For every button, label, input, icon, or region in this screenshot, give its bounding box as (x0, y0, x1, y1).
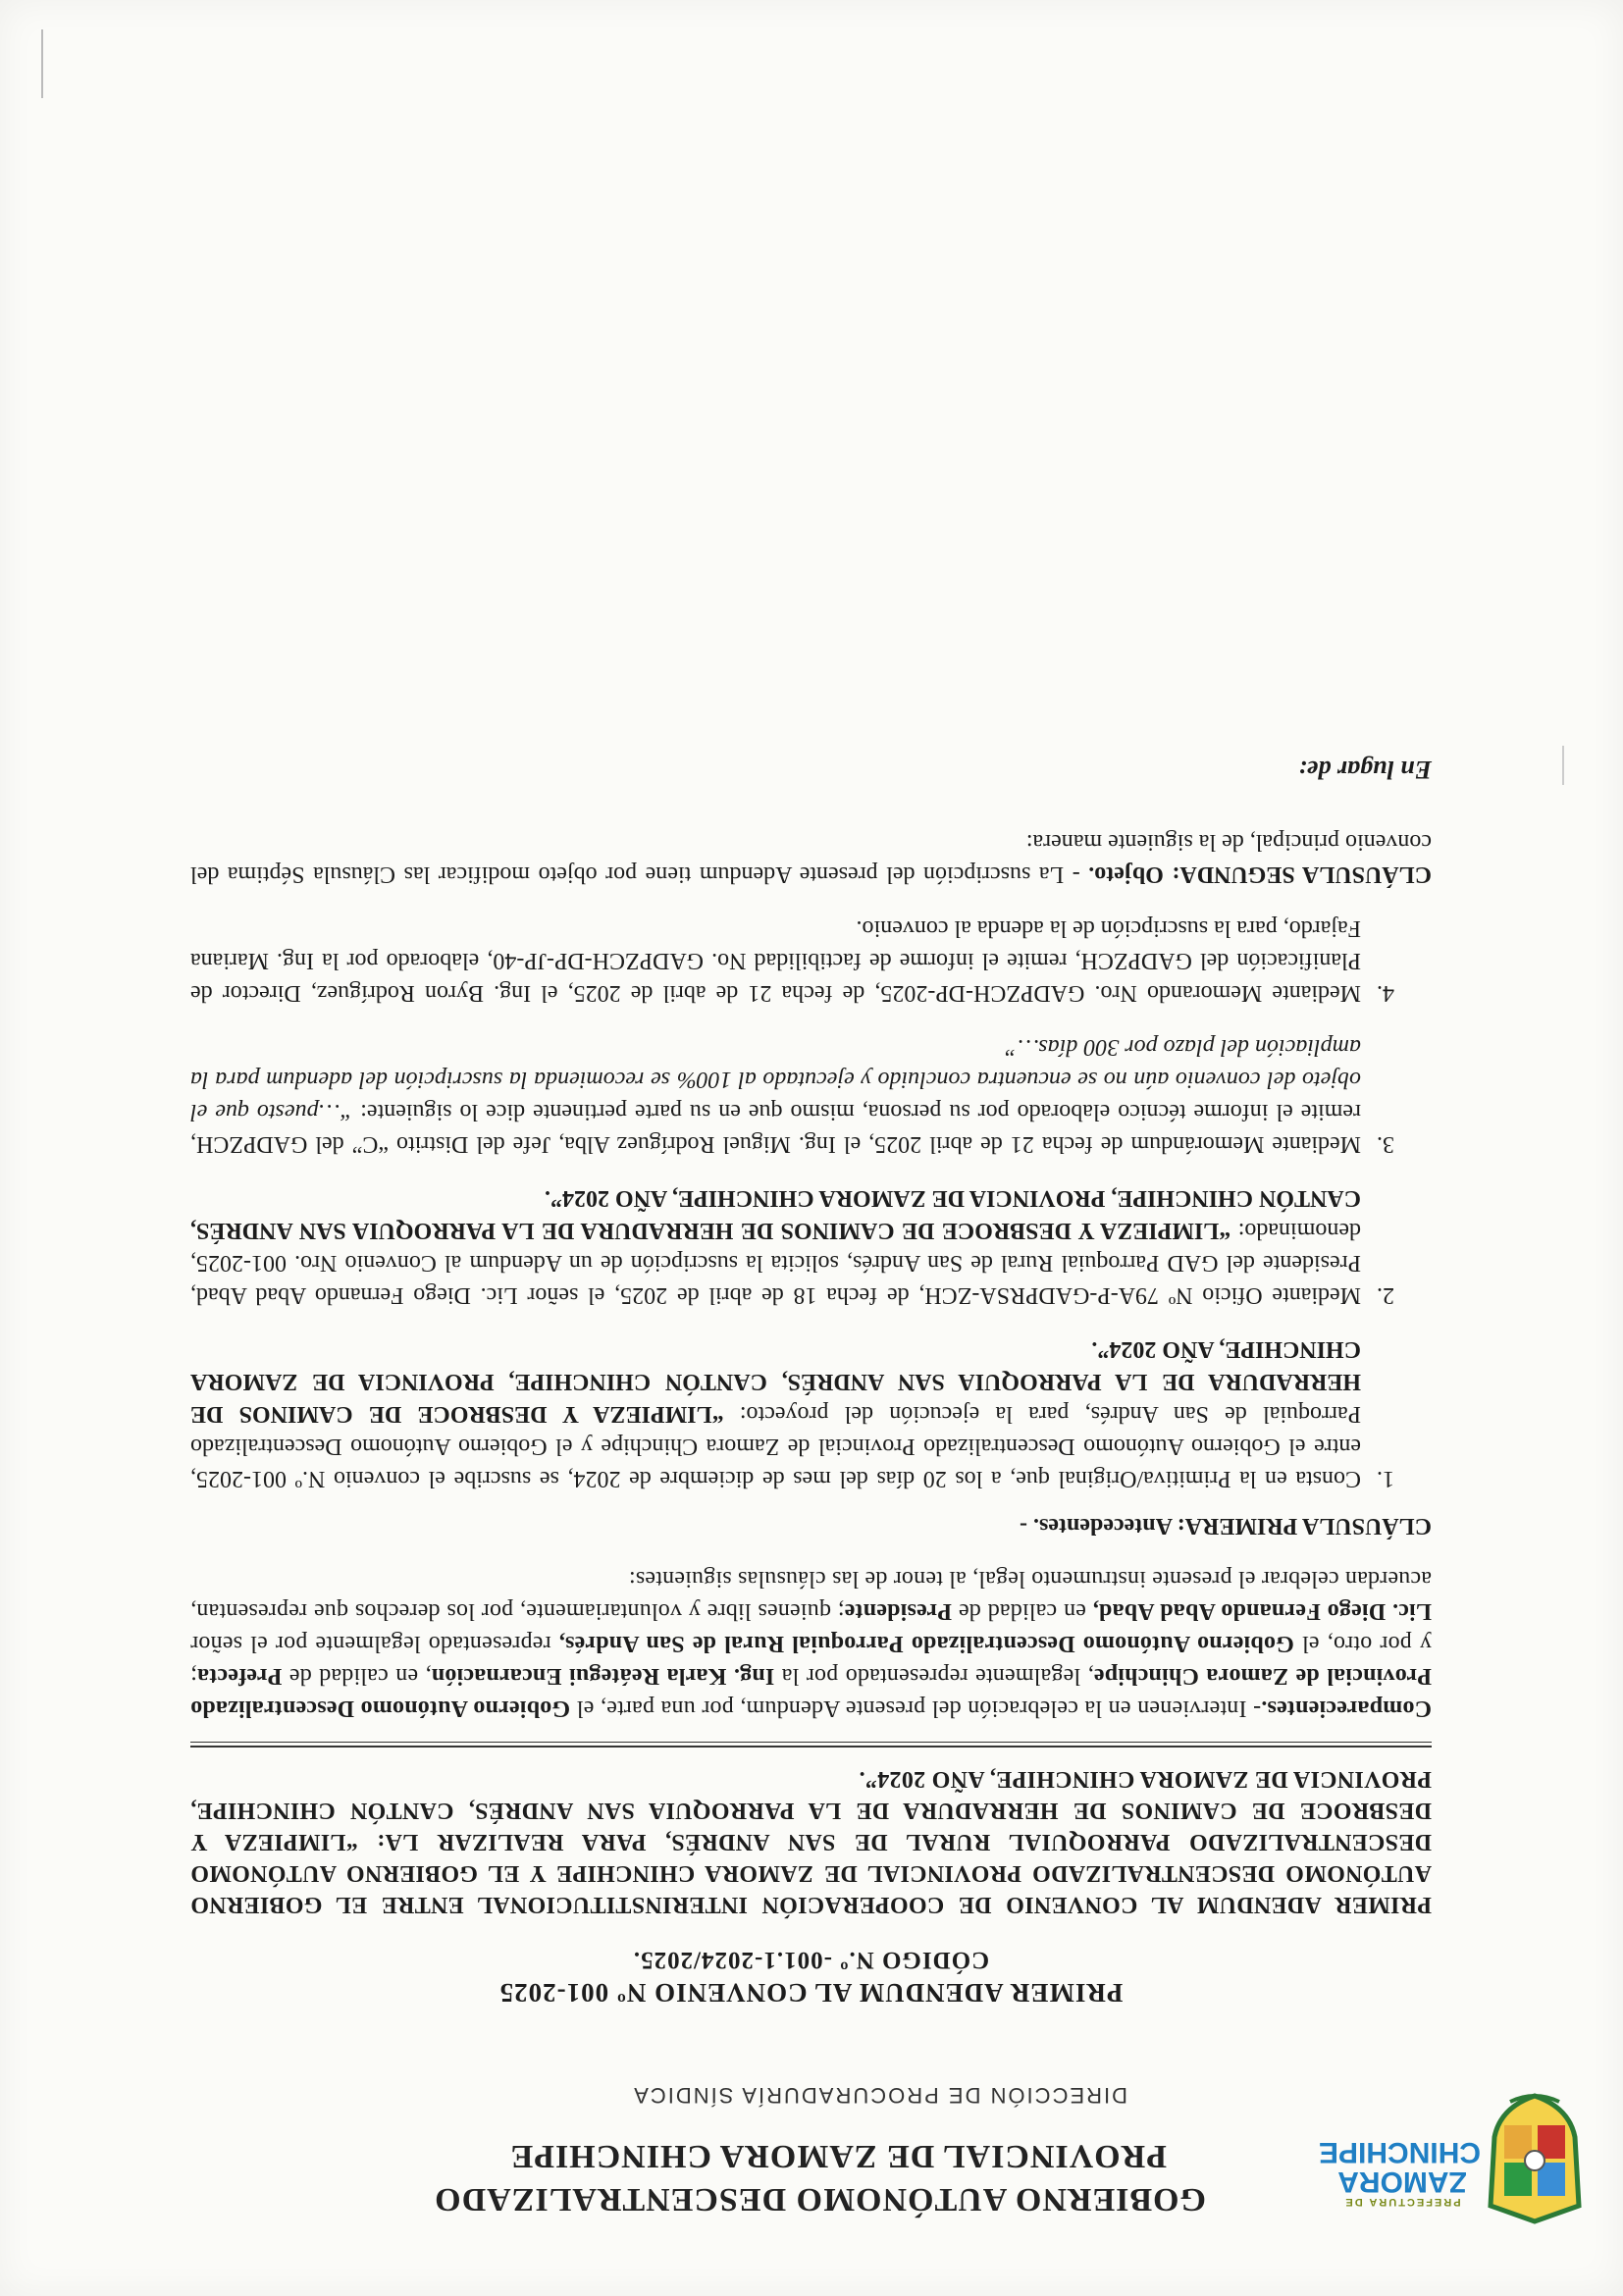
antecedent-text: Consta en la Primitiva/Original que, a los 20 días del mes de diciembre de 2024, se suscribe el convenio N.º 001-2025, entre el Gobierno Autónomo Descentralizado Provincial de Zamora Chinchipe y el Gobierno Autónomo Descentralizado Parroquial de San Andrés, para la ejecución del proyecto: (190, 1401, 1361, 1491)
department-name: DIRECCIÓN DE PROCURADURÍA SÍNDICA (632, 2083, 1127, 2108)
document-code: CÓDIGO N.º -001.1-2024/2025. (632, 1947, 990, 1973)
antecedent-item (190, 912, 1371, 1009)
text-span: ; quienes libre y voluntariamente, por los derechos que representan, acuerdan celebrar el presente instrumento legal, al tenor de las cláusulas siguientes: (190, 1566, 1432, 1624)
prefecture-shield-icon (1481, 2090, 1589, 2227)
brand-prefix: PREFECTURA DE (1343, 2196, 1461, 2208)
scan-mark (1562, 746, 1564, 785)
org-name-line-1: GOBIERNO AUTÓNOMO DESCENTRALIZADO (434, 2181, 1206, 2218)
text-span: ; y por otro, el (190, 1631, 1432, 1689)
document-title: PRIMER ADENDUM AL CONVENIO Nº 001-2025 (498, 1978, 1124, 2008)
brand-name-chinchipe: CHINCHIPE (1318, 2136, 1481, 2168)
clause-2-paragraph (190, 825, 1432, 890)
representative-1-name: Ing. Karla Reátegui Encarnación (431, 1663, 775, 1689)
antecedent-item (190, 1030, 1371, 1160)
representative-2-name: Lic. Diego Fernando Abad Abad, (1092, 1598, 1432, 1624)
document-heading: PRIMER ADENDUM AL CONVENIO DE COOPERACIÓN INTERINSTITUCIONAL ENTRE EL GOBIERNO AUTÓNOMO DESCENTRALIZADO PROVINCIAL DE ZAMORA CHINCHIPE Y EL GOBIERNO AUTÓNOMO DESCENTRALIZADO PARROQUIAL RURAL DE SAN ANDRÉS, PARA REALIZAR LA: “LIMPIEZA Y DESBROCE DE CAMINOS DE HERRADURA DE LA PARROQUIA SAN ANDRÉS, CANTÓN CHINCHIPE, PROVINCIA DE ZAMORA CHINCHIPE, AÑO 2024”. (190, 1766, 1432, 1917)
text-span: en calidad de (952, 1598, 1093, 1624)
antecedent-item (190, 1332, 1371, 1494)
antecedent-text: Mediante Memorándum de fecha 21 de abril 2025, el Ing. Miguel Rodríguez Alba, Jefe del Distrito “C” del GADPZCH, remite el informe técnico elaborado por su persona, mismo que en su parte pertinente dice lo siguiente: (190, 1099, 1361, 1157)
clause-2-label: CLÁUSULA SEGUNDA: Objeto. (1088, 861, 1432, 887)
party-1-name: Gobierno Autónomo Descentralizado Provincial de Zamora Chinchipe (190, 1663, 1432, 1721)
brand-name-zamora: ZAMORA (1337, 2166, 1467, 2198)
clause-2-text: - La suscripción del presente Adendum tiene por objeto modificar las Cláusula Séptima del convenio principal, de la siguiente manera: (190, 829, 1432, 887)
text-span: representado legalmente por el señor (190, 1631, 559, 1656)
prefecture-brand (1318, 2136, 1481, 2208)
antecedent-item (190, 1181, 1371, 1311)
document-titles (190, 1946, 1432, 2008)
clause-1-title: CLÁUSULA PRIMERA: Antecedentes. - (1020, 1513, 1432, 1539)
comparecientes-paragraph (190, 1562, 1432, 1724)
text-span: , en calidad de (282, 1663, 432, 1689)
en-lugar-de-heading: En lugar de: (1298, 756, 1432, 784)
text-span: , legalmente representado por la (774, 1663, 1094, 1689)
representative-1-role: Prefecta (196, 1663, 283, 1689)
project-name: “LIMPIEZA Y DESBROCE DE CAMINOS DE HERRADURA DE LA PARROQUIA SAN ANDRÉS, CANTÓN CHINCHIPE, PROVINCIA DE ZAMORA CHINCHIPE, AÑO 2024”. (190, 1185, 1361, 1243)
project-name: “LIMPIEZA Y DESBROCE DE CAMINOS DE HERRADURA DE LA PARROQUIA SAN ANDRÉS, CANTÓN CHINCHIPE, PROVINCIA DE ZAMORA CHINCHIPE, AÑO 2024”. (189, 1336, 1361, 1427)
antecedent-text: Mediante Memorando Nro. GADPZCH-DP-2025, de fecha 21 de abril de 2025, el Ing. Byron Rodríguez, Director de Planificación del GADPZCH, remite el informe de factibilidad No. GADPZCH-DP-JP-40, elaborado por la Ing. Mariana Fajardo, para la suscripción de la adenda al convenio. (190, 915, 1361, 1006)
representative-2-role: Presidente (844, 1598, 953, 1624)
document-content (189, 755, 1481, 2218)
antecedents-list (190, 912, 1432, 1494)
letterhead (190, 2021, 1481, 2218)
report-quote: “…puesto que el objeto del convenio aún no se encuentra concluido y ejecutado al 100% se recomienda la suscripción del adendum para la ampliación del plazo por 300 días…” (190, 1034, 1361, 1124)
scan-mark (41, 29, 43, 98)
antecedent-text: Mediante Oficio Nº 79A-P-GADPRSA-ZCH, de fecha 18 de abril de 2025, el señor Lic. Diego Fernando Abad Abad, Presidente del GAD Parroquial Rural de San Andrés, solicita la suscripción de un Adendum al Convenio Nro. 001-2025, denominado: (190, 1218, 1361, 1308)
heading-divider (190, 1742, 1432, 1748)
text-span: - Intervienen en la celebración del presente Adendum, por una parte, el (570, 1696, 1262, 1721)
comparecientes-label: Comparecientes. (1261, 1696, 1432, 1721)
org-name-line-2: PROVINCIAL DE ZAMORA CHINCHIPE (509, 2138, 1167, 2174)
party-2-name: Gobierno Autónomo Descentralizado Parroquial Rural de San Andrés, (558, 1631, 1294, 1656)
